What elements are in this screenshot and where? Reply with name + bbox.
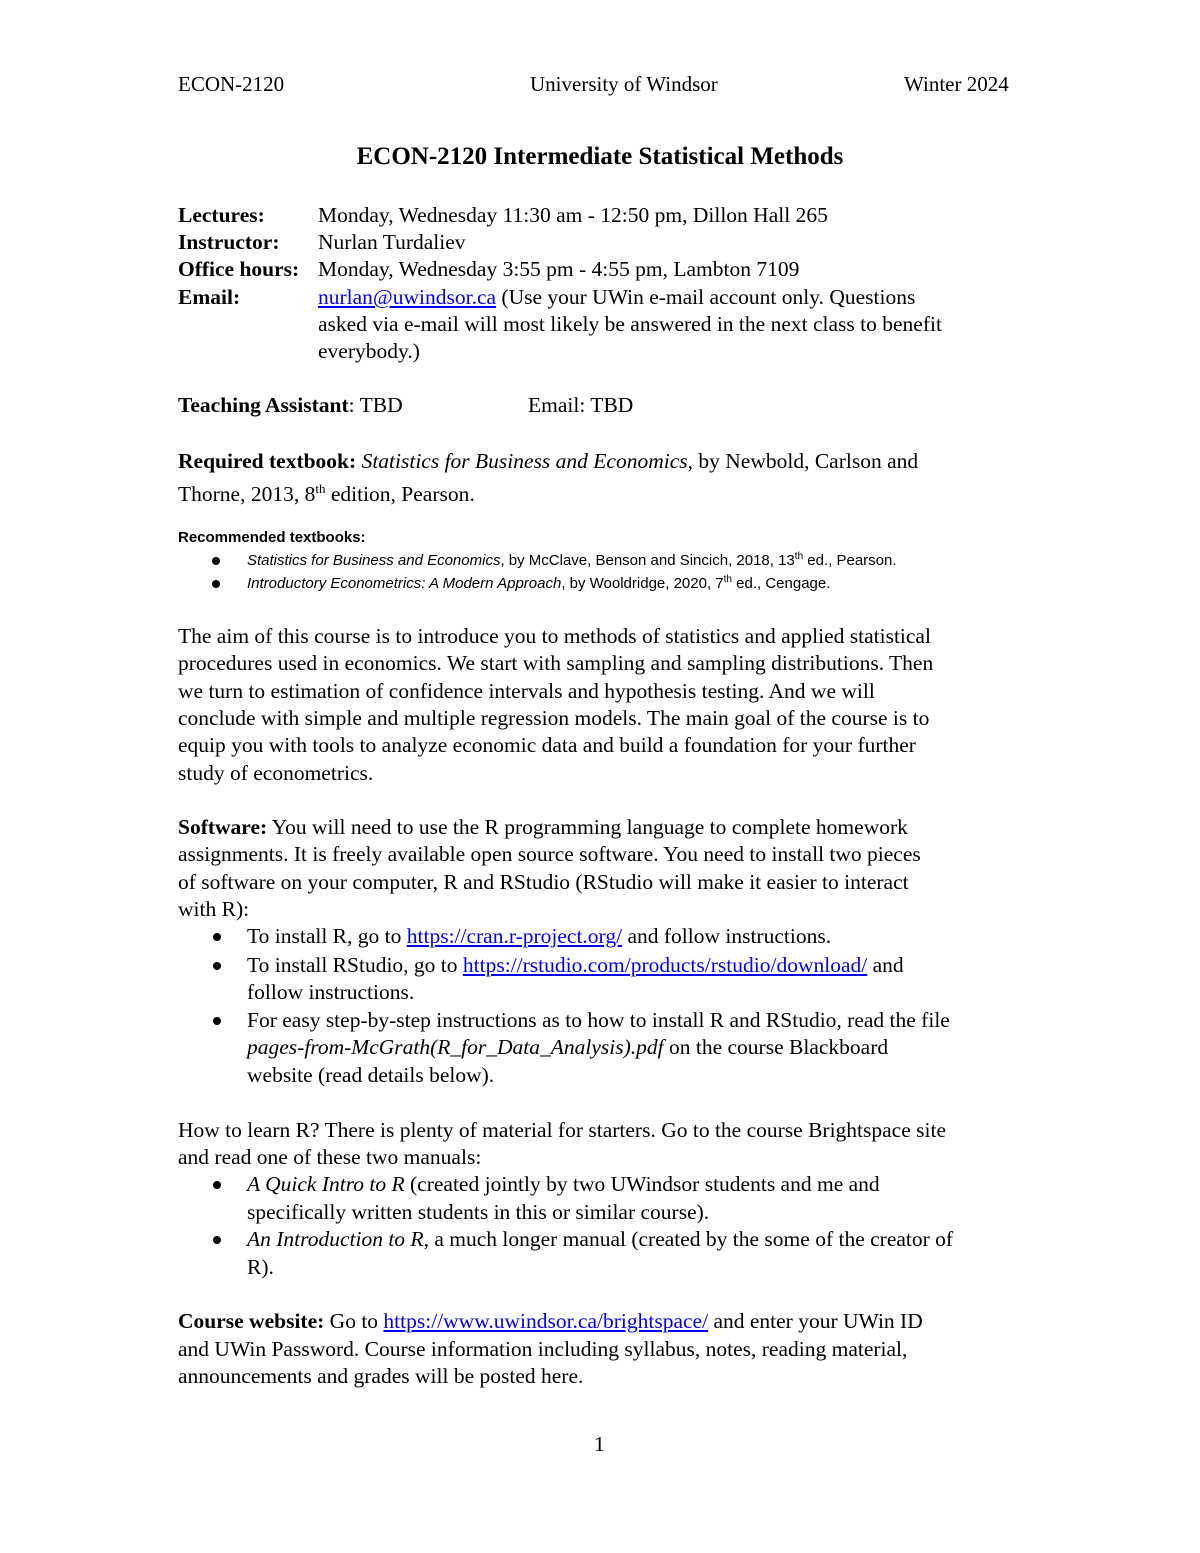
learn-bullet-2-text: , a much longer manual (created by the some of the creator of [423, 1227, 954, 1251]
learn-bullet-1-text: (created jointly by two UWindsor students and me and [404, 1172, 880, 1196]
aim-line-2: procedures used in economics. We start with sampling and sampling distributions. Then [178, 651, 934, 675]
recommended-item-2 [247, 574, 830, 592]
learn-bullet-2 [247, 1226, 953, 1254]
learn-bullet-2-line-2: R). [247, 1255, 274, 1279]
software-bullet-3-line-1: For easy step-by-step instructions as to how to install R and RStudio, read the file [247, 1008, 950, 1032]
bullet-icon [213, 962, 221, 970]
email-note-line-2: asked via e-mail will most likely be answered in the next class to benefit [318, 312, 942, 336]
required-textbook-sup: th [315, 481, 326, 496]
required-textbook-label: Required textbook: [178, 449, 357, 473]
software-bullet-3-line-3: website (read details below). [247, 1063, 495, 1087]
lectures-value: Monday, Wednesday 11:30 am - 12:50 pm, Dillon Hall 265 [318, 203, 828, 227]
email-note: (Use your UWin e-mail account only. Questions [501, 285, 916, 309]
rstudio-link[interactable]: https://rstudio.com/products/rstudio/download/ [462, 953, 868, 977]
email-note-line-3: everybody.) [318, 339, 420, 363]
software-bullet-1-post: and follow instructions. [622, 924, 832, 948]
website-line-3: announcements and grades will be posted here. [178, 1364, 584, 1388]
recommended-item-1-sup: th [794, 551, 804, 562]
ta-email: Email: TBD [528, 393, 634, 417]
ta-value: : TBD [348, 393, 403, 417]
brightspace-link[interactable]: https://www.uwindsor.ca/brightspace/ [383, 1309, 709, 1333]
recommended-item-1 [247, 551, 897, 569]
recommended-item-2-sup: th [723, 574, 732, 585]
software-bullet-1 [247, 923, 831, 951]
cran-link[interactable]: https://cran.r-project.org/ [406, 924, 623, 948]
software-bullet-3-line-2 [247, 1034, 888, 1062]
office-hours-value: Monday, Wednesday 3:55 pm - 4:55 pm, Lambton 7109 [318, 257, 800, 281]
website-line-1 [178, 1308, 923, 1336]
office-hours-label: Office hours: [178, 257, 300, 281]
required-textbook-line-2 [178, 475, 475, 509]
software-bullet-3-post: on the course Blackboard [663, 1035, 889, 1059]
required-textbook-line-1 [178, 448, 918, 476]
lectures-label: Lectures: [178, 203, 265, 227]
aim-line-3: we turn to estimation of confidence intervals and hypothesis testing. And we will [178, 679, 875, 703]
recommended-item-1-title: Statistics for Business and Economics [247, 552, 501, 569]
quick-intro-title: A Quick Intro to R [247, 1172, 405, 1196]
ta-line [178, 392, 403, 420]
email-link[interactable]: nurlan@uwindsor.ca [318, 285, 497, 309]
required-textbook-title: Statistics for Business and Economics [361, 449, 688, 473]
ta-label: Teaching Assistant [178, 393, 349, 417]
learn-line-2: and read one of these two manuals: [178, 1145, 482, 1169]
learn-bullet-1 [247, 1171, 880, 1199]
header-course-code: ECON-2120 [178, 72, 285, 96]
bullet-icon [213, 1236, 221, 1244]
recommended-item-2-info: , by Wooldridge, 2020, 7 [561, 575, 724, 592]
page-number: 1 [594, 1432, 605, 1456]
recommended-label: Recommended textbooks: [178, 529, 366, 546]
website-pre: Go to [324, 1309, 384, 1333]
website-post: and enter your UWin ID [708, 1309, 923, 1333]
software-line-3: of software on your computer, R and RStudio (RStudio will make it easier to interact [178, 870, 909, 894]
software-line-1 [178, 814, 908, 842]
bullet-icon [212, 580, 220, 588]
aim-line-5: equip you with tools to analyze economic data and build a foundation for your further [178, 733, 916, 757]
software-bullet-2 [247, 952, 904, 980]
required-textbook-publisher: edition, Pearson. [325, 482, 475, 507]
bullet-icon [212, 557, 220, 565]
instructor-value: Nurlan Turdaliev [318, 230, 466, 254]
recommended-item-1-info: , by McClave, Benson and Sincich, 2018, 13 [500, 552, 795, 569]
aim-line-4: conclude with simple and multiple regression models. The main goal of the course is to [178, 706, 930, 730]
bullet-icon [213, 1017, 221, 1025]
software-bullet-1-text: To install R, go to [247, 924, 407, 948]
required-textbook-authors: , by Newbold, Carlson and [687, 449, 919, 473]
instructor-label: Instructor: [178, 230, 280, 254]
software-label: Software: [178, 815, 268, 839]
learn-line-1: How to learn R? There is plenty of material for starters. Go to the course Brightspace site [178, 1118, 946, 1142]
header-university: University of Windsor [530, 72, 718, 96]
recommended-item-1-publisher: ed., Pearson. [803, 552, 897, 569]
mcgrath-file-name: pages-from-McGrath(R_for_Data_Analysis).pdf [247, 1035, 664, 1059]
page-title: ECON-2120 Intermediate Statistical Methods [356, 143, 844, 170]
intro-to-r-title: An Introduction to R [247, 1227, 424, 1251]
header-term: Winter 2024 [904, 72, 1009, 96]
required-textbook-year: Thorne, 2013, 8 [178, 482, 316, 507]
aim-line-6: study of econometrics. [178, 761, 374, 785]
email-label: Email: [178, 285, 241, 309]
bullet-icon [213, 1181, 221, 1189]
recommended-item-2-publisher: ed., Cengage. [731, 575, 831, 592]
aim-line-1: The aim of this course is to introduce you to methods of statistics and applied statistical [178, 624, 931, 648]
bullet-icon [213, 933, 221, 941]
software-bullet-2-text: To install RStudio, go to [247, 953, 463, 977]
learn-bullet-1-line-2: specifically written students in this or similar course). [247, 1200, 710, 1224]
website-label: Course website: [178, 1309, 325, 1333]
recommended-item-2-title: Introductory Econometrics: A Modern Approach [247, 575, 562, 592]
software-bullet-2-post: and [867, 953, 904, 977]
software-bullet-2-line-2: follow instructions. [247, 980, 415, 1004]
email-line [318, 284, 915, 312]
software-line-4: with R): [178, 897, 250, 921]
website-line-2: and UWin Password. Course information including syllabus, notes, reading material, [178, 1337, 908, 1361]
software-text-1: You will need to use the R programming language to complete homework [267, 815, 908, 839]
software-line-2: assignments. It is freely available open source software. You need to install two pieces [178, 842, 921, 866]
